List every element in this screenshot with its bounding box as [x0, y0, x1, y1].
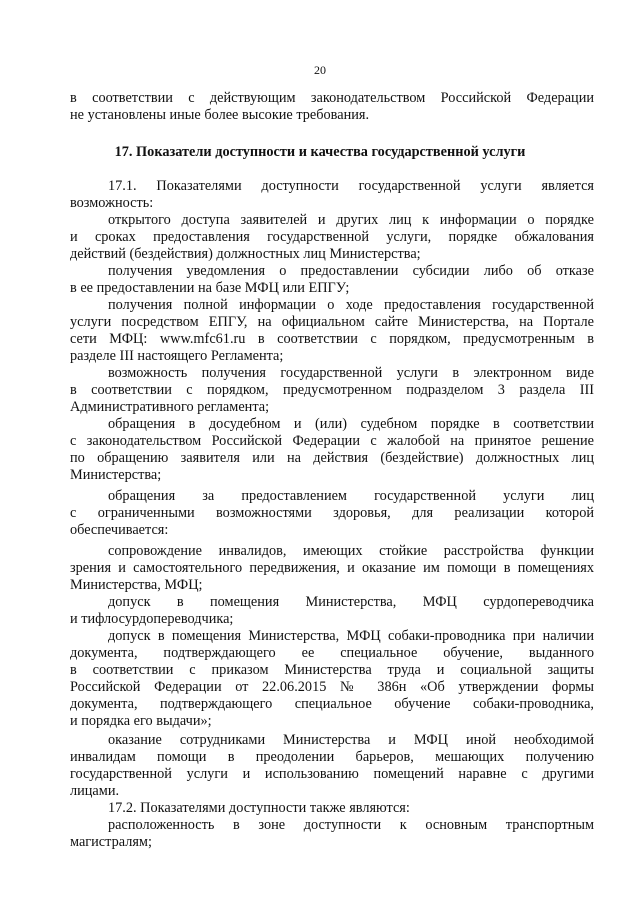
text-line: разделе III настоящего Регламента; — [70, 348, 284, 364]
text-line: и порядка его выдачи»; — [70, 713, 212, 729]
text-line: в ее предоставлении на базе МФЦ или ЕПГУ; — [70, 280, 350, 296]
text-line: не установлены иные более высокие требования. — [70, 107, 370, 123]
text-line: в соответствии с приказом Министерства труда и социальной защиты — [70, 662, 594, 678]
text-line: зрения и самостоятельного передвижения, и оказание им помощи в помещениях — [70, 560, 594, 576]
text-line: магистралям; — [70, 834, 152, 850]
text-line: допуск в помещения Министерства, МФЦ сурдопереводчика — [108, 594, 594, 610]
text-line: получения уведомления о предоставлении субсидии либо об отказе — [108, 263, 594, 279]
text-line: государственной услуги и использованию помещений наравне с другими — [70, 766, 594, 782]
text-line: Министерства, МФЦ; — [70, 577, 203, 593]
text-line: с законодательством Российской Федерации с жалобой на принятое решение — [70, 433, 594, 449]
text-line: открытого доступа заявителей и других лиц к информации о порядке — [108, 212, 594, 228]
text-line: возможность: — [70, 195, 154, 211]
text-line: услуги посредством ЕПГУ, на официальном сайте Министерства, на Портале — [70, 314, 594, 330]
text-line: обращения в досудебном и (или) судебном порядке в соответствии — [108, 416, 594, 432]
text-line: получения полной информации о ходе предоставления государственной — [108, 297, 594, 313]
section-heading: 17. Показатели доступности и качества государственной услуги — [114, 144, 526, 160]
text-line: и сроках предоставления государственной услуги, порядке обжалования — [70, 229, 594, 245]
text-line: действий (бездействия) должностных лиц Министерства; — [70, 246, 421, 262]
text-line: лицами. — [70, 783, 120, 799]
text-line: Министерства; — [70, 467, 162, 483]
text-line: Российской Федерации от 22.06.2015 № 386н «Об утверждении формы — [70, 679, 594, 695]
text-line: 17.1. Показателями доступности государственной услуги является — [108, 178, 594, 194]
text-line: обеспечивается: — [70, 522, 169, 538]
text-line: допуск в помещения Министерства, МФЦ собаки-проводника при наличии — [108, 628, 594, 644]
text-line: оказание сотрудниками Министерства и МФЦ иной необходимой — [108, 732, 594, 748]
text-line: документа, подтверждающего специальное обучение собаки-проводника, — [70, 696, 594, 712]
text-line: документа, подтверждающего ее специальное обучение, выданного — [70, 645, 594, 661]
text-line: возможность получения государственной услуги в электронном виде — [108, 365, 594, 381]
text-line: расположенность в зоне доступности к основным транспортным — [108, 817, 594, 833]
page-number: 20 — [314, 63, 326, 77]
text-line: и тифлосурдопереводчика; — [70, 611, 234, 627]
text-line: сопровождение инвалидов, имеющих стойкие расстройства функции — [108, 543, 594, 559]
text-line: Административного регламента; — [70, 399, 270, 415]
text-line: с ограниченными возможностями здоровья, для реализации которой — [70, 505, 594, 521]
text-line: в соответствии с действующим законодательством Российской Федерации — [70, 90, 594, 106]
text-line: инвалидам помощи в преодолении барьеров, мешающих получению — [70, 749, 594, 765]
text-line: обращения за предоставлением государственной услуги лиц — [108, 488, 594, 504]
text-line: сети МФЦ: www.mfc61.ru в соответствии с порядком, предусмотренным в — [70, 331, 594, 347]
text-line: 17.2. Показателями доступности также являются: — [108, 800, 410, 816]
text-line: по обращению заявителя или на действия (бездействие) должностных лиц — [70, 450, 594, 466]
text-line: в соответствии с порядком, предусмотренном подразделом 3 раздела III — [70, 382, 594, 398]
